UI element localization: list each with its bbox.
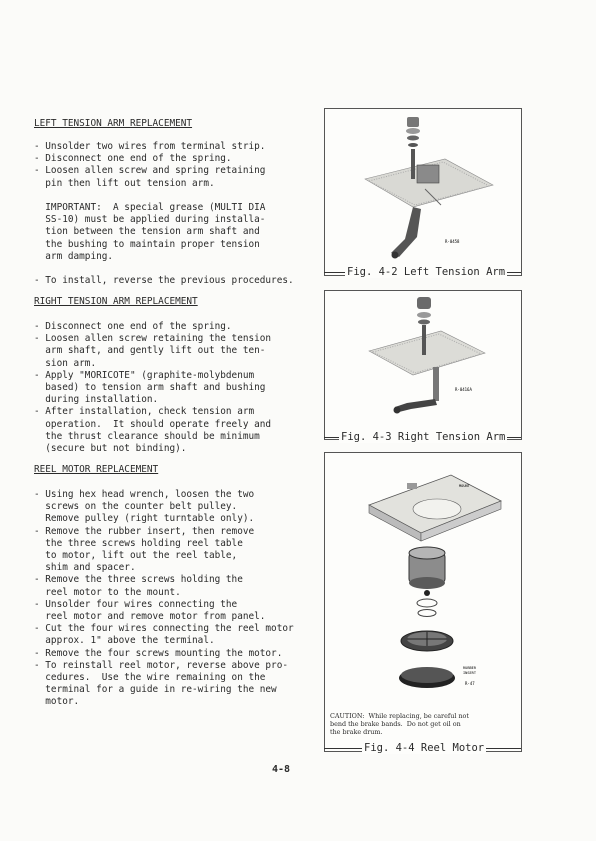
svg-text:R-0416A: R-0416A: [455, 387, 472, 392]
right-tension-arm-illustration: [325, 291, 521, 439]
svg-text:R-0458: R-0458: [445, 239, 460, 244]
left-tension-arm-illustration: [325, 109, 521, 275]
figure-4-4-caution-note: CAUTION: While replacing, be careful not bend the brake bands. Do not get oil on the brake drum.: [330, 712, 469, 737]
figure-4-3-caption: Fig. 4-3 Right Tension Arm: [341, 431, 506, 443]
reel-motor-heading: REEL MOTOR REPLACEMENT: [34, 464, 159, 475]
figure-4-2-frame: [324, 108, 522, 276]
figure-4-4-frame: [324, 452, 522, 752]
svg-text:MOUNT: MOUNT: [459, 484, 470, 488]
svg-text:INSERT: INSERT: [463, 671, 476, 675]
figure-4-4-caption: Fig. 4-4 Reel Motor: [364, 742, 485, 754]
page-number: 4-8: [272, 764, 291, 775]
figure-4-2-caption: Fig. 4-2 Left Tension Arm: [347, 266, 506, 278]
left-tension-arm-heading: LEFT TENSION ARM REPLACEMENT: [34, 118, 193, 129]
reel-motor-body: - Using hex head wrench, loosen the two screws on the counter belt pulley. Remove pulley (right turntable only). - Remove the rubber insert, then remove the three screws holding reel table to motor, lift out the reel table, shim and spacer. - Remove the three screws holding the reel motor to the mount. - Unsolder four wires connecting the reel motor and remove motor from panel. - Cut the four wires connecting the reel motor approx. 1" above the terminal. - Remove the four screws mounting the motor. - To reinstall reel motor, reverse above pro- cedures. Use the wire remaining on the terminal for a guide in re-wiring the new motor.: [34, 489, 294, 708]
svg-text:R-47: R-47: [465, 681, 475, 686]
right-tension-arm-body: - Disconnect one end of the spring. - Loosen allen screw retaining the tension arm shaft, and gently lift out the ten- sion arm. - Apply "MORICOTE" (graphite-molybdenum based) to tension arm shaft and bushing during installation. - After installation, check tension arm operation. It should operate freely and the thrust clearance should be minimum (secure but not binding).: [34, 321, 272, 455]
reel-motor-illustration: [325, 453, 521, 713]
right-tension-arm-heading: RIGHT TENSION ARM REPLACEMENT: [34, 296, 198, 307]
figure-4-3-frame: [324, 290, 522, 440]
left-tension-arm-body: - Unsolder two wires from terminal strip. - Disconnect one end of the spring. - Loosen allen screw and spring retaining pin then lift out tension arm. IMPORTANT: A special grease (MULTI DIA SS-10) must be applied during installa- tion between the tension arm shaft and the bushing to maintain proper tension arm damping. - To install, reverse the previous procedures.: [34, 141, 294, 287]
svg-text:RUBBER: RUBBER: [463, 666, 476, 670]
